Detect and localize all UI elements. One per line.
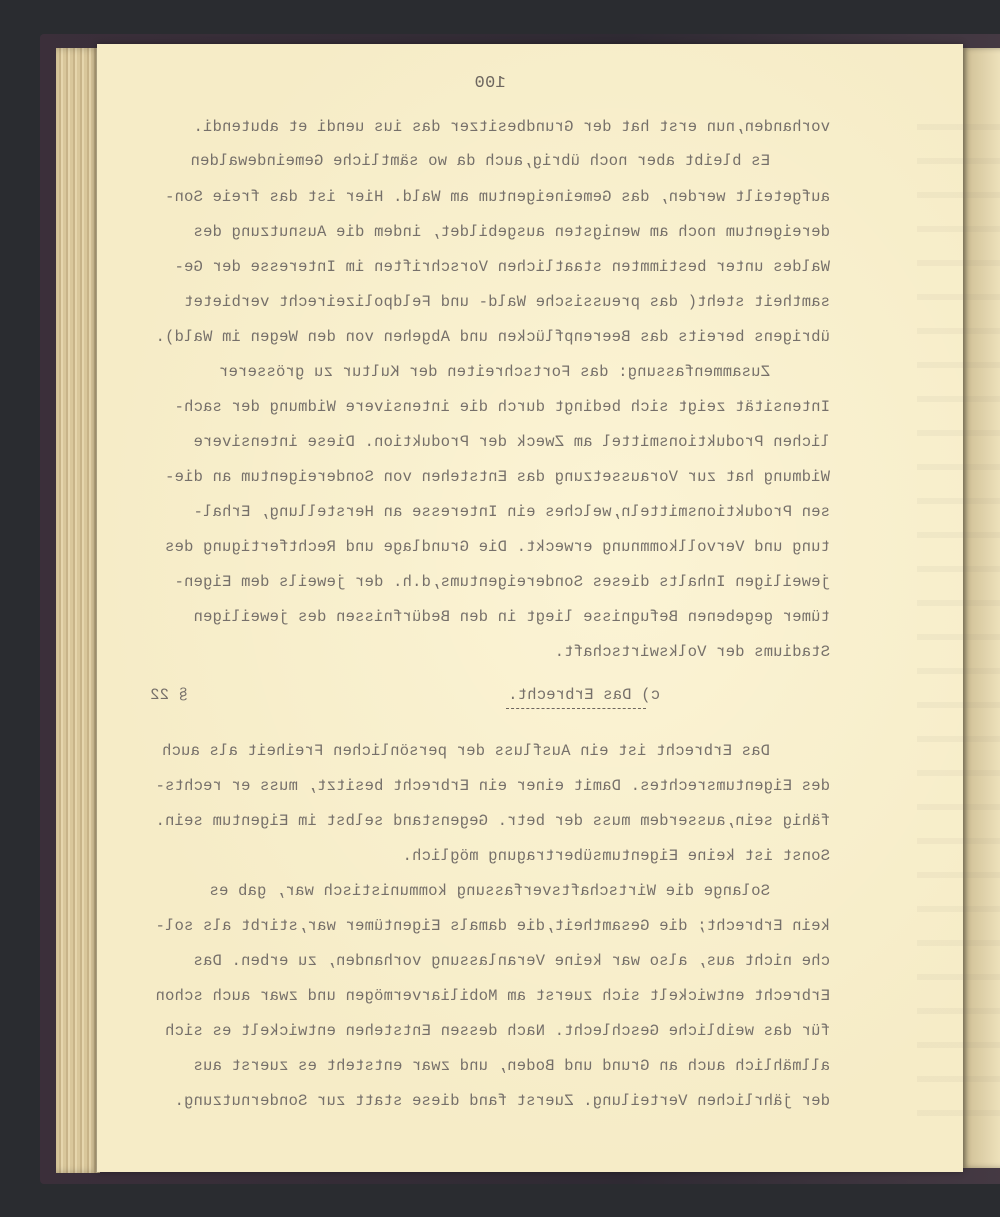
text-line: kein Erbrecht; die Gesamtheit,die damals Eigentümer war,stirbt als sol-: [155, 917, 830, 935]
bleed-through-texture: [917, 124, 1000, 1124]
text-line: fähig sein,ausserdem muss der betr. Gegenstand selbst im Eigentum sein.: [155, 812, 830, 830]
text-line: tung und Vervollkommnung erweckt. Die Grundlage und Rechtfertigung des: [164, 538, 830, 556]
page-number: 100: [474, 74, 506, 93]
page-edges: [56, 48, 100, 1173]
text-line: Stadiums der Volkswirtschaft.: [554, 643, 830, 661]
text-line: Das Erbrecht ist ein Ausfluss der persönlichen Freiheit als auch: [161, 742, 770, 760]
section-title: c) Das Erbrecht.: [507, 686, 660, 704]
text-line: des Eigentumsrechtes. Damit einer ein Erbrecht besitzt, muss er rechts-: [155, 777, 830, 795]
text-line: Waldes unter bestimmten staatlichen Vorschriften im Interesse der Ge-: [174, 258, 830, 276]
text-line: Sonst ist keine Eigentumsübertragung möglich.: [402, 847, 830, 865]
text-line: Widmung hat zur Voraussetzung das Entstehen von Sondereigentum an die-: [164, 468, 830, 486]
mirrored-typewritten-text: [150, 60, 830, 1120]
text-line: allmählich auch an Grund und Boden, und zwar entsteht es zuerst aus: [193, 1057, 830, 1075]
text-line: Zusammenfassung: das Fortschreiten der Kultur zu grösserer: [218, 363, 770, 381]
text-line: Erbrecht entwickelt sich zuerst am Mobiliarvermögen und zwar auch schon: [155, 987, 830, 1005]
section-paragraph-number: § 22: [150, 686, 189, 704]
text-line: vorhanden,nun erst hat der Grundbesitzer das ius uendi et abutendi.: [193, 118, 830, 136]
text-line: jeweiligen Inhalts dieses Sondereigentums,d.h. der jeweils dem Eigen-: [174, 573, 830, 591]
section-title-underline: [506, 708, 646, 709]
text-line: samtheit steht( das preussische Wald- und Feldpolizeirecht verbietet: [183, 293, 830, 311]
text-line: sen Produktionsmitteln,welches ein Interesse an Herstellung, Erhal-: [193, 503, 830, 521]
text-line: lichen Produktionsmittel am Zweck der Produktion. Diese intensivere: [193, 433, 830, 451]
text-line: dereigentum noch am wenigsten ausgebildet, indem die Ausnutzung des: [193, 223, 830, 241]
text-line: der jährlichen Verteilung. Zuerst fand diese statt zur Sondernutzung.: [174, 1092, 830, 1110]
text-line: Intensität zeigt sich bedingt durch die intensivere Widmung der sach-: [174, 398, 830, 416]
text-line: für das weibliche Geschlecht. Nach dessen Entstehen entwickelt es sich: [164, 1022, 830, 1040]
text-line: Es bleibt aber noch übrig,auch da wo sämtliche Gemeindewalden: [190, 152, 770, 170]
text-line: Solange die Wirtschaftsverfassung kommunistisch war, gab es: [209, 882, 770, 900]
text-line: aufgeteilt werden, das Gemeineigentum am Wald. Hier ist das freie Son-: [164, 188, 830, 206]
text-line: tümer gegebenen Befugnisse liegt in den Bedürfnissen des jeweiligen: [193, 608, 830, 626]
text-line: übrigens bereits das Beerenpflücken und Abgehen von den Wegen im Wald).: [155, 328, 830, 346]
text-line: che nicht aus, also war keine Veranlassung vorhanden, zu erben. Das: [193, 952, 830, 970]
